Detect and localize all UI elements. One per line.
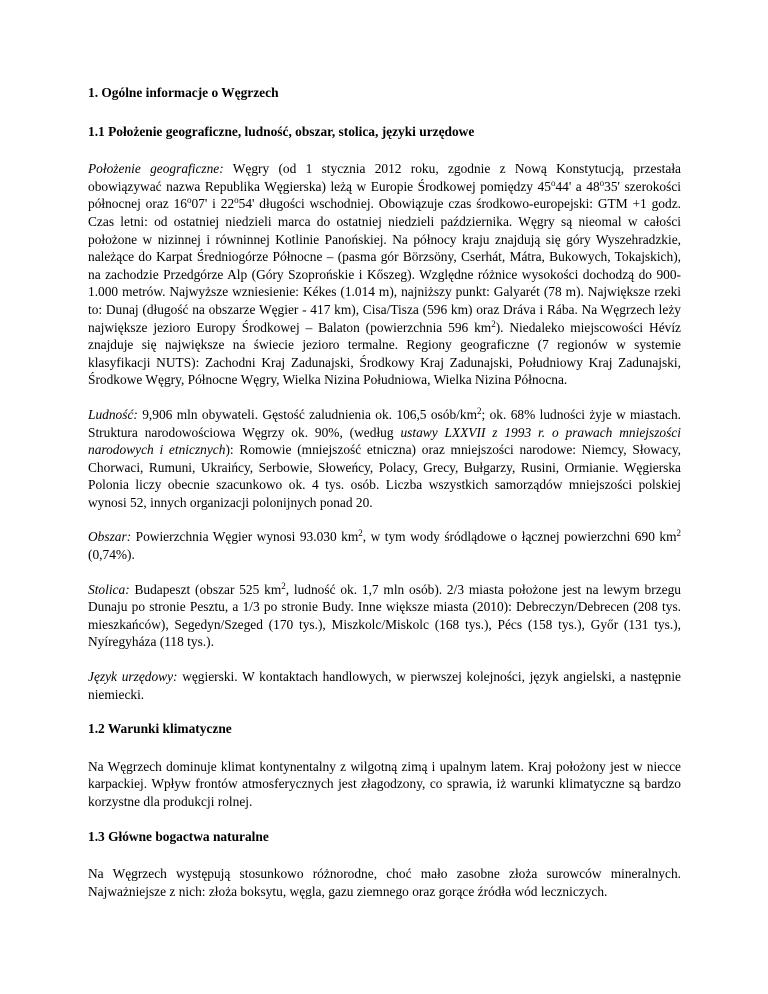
superscript: 2	[676, 528, 681, 539]
paragraph-bogactwa: Na Węgrzech występują stosunkowo różnorodne, choć mało zasobne złoża surowców mineralnych. Najważniejsze z nich: złoża boksytu, węgla, gazu ziemnego oraz gorące źródła wód leczniczych.	[88, 866, 681, 899]
label-polozenie: Położenie geograficzne:	[88, 161, 224, 177]
degree-mark: o	[234, 195, 239, 206]
paragraph-ludnosc	[88, 406, 681, 512]
text: 44' a 48	[555, 178, 600, 194]
superscript: 2	[477, 405, 482, 416]
degree-mark: o	[599, 177, 605, 188]
text: (0,74%).	[88, 547, 135, 563]
label-ludnosc: Ludność:	[88, 406, 138, 422]
text: węgierski. W kontaktach handlowych, w pierwszej kolejności, język angielski, a następnie niemiecki.	[88, 669, 681, 702]
document-page	[88, 72, 681, 917]
paragraph-obszar	[88, 528, 681, 563]
paragraph-stolica	[88, 581, 681, 651]
text: ). Niedaleko miejscowości Hévíz znajduje się największe na świecie jezioro termalne. Regiony geograficzne (7 regionów w systemie klasyfikacji NUTS): Zachodni Kraj Zadunajski, Środkowy Kraj Zadunajski, Południowy Kraj Zadunajski, Środkowe Węgry, Północne Węgry, Wielka Nizina Południowa, Wielka Nizina Północna.	[88, 319, 681, 388]
text: , ludność ok. 1,7 mln osób). 2/3 miasta położone jest na lewym brzegu Dunaju po stronie Pesztu, a 1/3 po stronie Budy. Inne większe miasta (2010): Debreczyn/Debrecen (208 tys. mieszkańców), Segedyn/Szeged (170 tys.), Miszkolc/Miskolc (168 tys.), Pécs (158 tys.), Győr (131 tys.), Nyíregyháza (118 tys.).	[88, 581, 681, 650]
degree-mark: o	[186, 195, 192, 206]
text: ; ok. 68% ludności żyje w miastach. Struktura narodowościowa Węgrzy ok. 90%, (według	[88, 406, 681, 440]
text: Węgry (od 1 stycznia 2012 roku, zgodnie z Nową Konstytucją, przestała obowiązywać nazwa Republika Węgierska) leżą w Europie Środkowej pomiędzy 45	[88, 161, 682, 194]
degree-mark: o	[550, 177, 556, 188]
superscript: 2	[491, 318, 496, 329]
label-jezyk: Język urzędowy:	[88, 669, 178, 685]
superscript: 2	[281, 580, 286, 591]
text: 9,906 mln obywateli. Gęstość zaludnienia ok. 106,5 osób/km	[137, 406, 477, 422]
document-title: 1. Ogólne informacje o Węgrzech	[88, 85, 279, 100]
text: Budapeszt (obszar 525 km	[129, 581, 282, 597]
text: 54' długości wschodniej. Obowiązuje czas środkowo-europejski: GTM +1 godz. Czas letni: od ostatniej niedzieli marca do ostatniej niedzieli października. Węgry są nieomal w całości położone w nizinnej i równinnej Kotlinie Panońskiej. Na północy kraju znajdują się góry Wyszehradzkie, należące do Karpat Średniogórze Północne – (pasma gór Börzsöny, Cserhát, Mátra, Bukowych, Tokajskich), na zachodzie Przedgórze Alp (Góry Szoprońskie i Kőszeg). Względne różnice wysokości dochodzą do 900-1.000 metrów. Najwyższe wzniesienie: Kékes (1.014 m), najniższy punkt: Galyarét (78 m). Największe rzeki to: Dunaj (długość na obszarze Węgier - 417 km), Cisa/Tisza (596 km) oraz Dráva i Rába. Na Węgrzech leży największe jezioro Europy Środkowej – Balaton (powierzchnia 596 km	[88, 196, 681, 335]
section-heading-1-3: 1.3 Główne bogactwa naturalne	[88, 828, 269, 844]
superscript: 2	[358, 528, 363, 539]
text: Powierzchnia Węgier wynosi 93.030 km	[131, 529, 359, 545]
text: ): Romowie (mniejszość etniczna) oraz mniejszości narodowe: Niemcy, Słowacy, Chorwaci, Rumuni, Ukraińcy, Serbowie, Słoweńcy, Polacy, Grecy, Bułgarzy, Rusini, Ormianie. Węgierska Polonia liczy obecnie szacunkowo ok. 4 tys. osób. Liczba wszystkich samorządów mniejszości polskiej wynosi 52, innych organizacji polonijnych ponad 20.	[88, 442, 681, 510]
paragraph-polozenie	[88, 160, 681, 389]
text: 07' i 22	[191, 196, 235, 212]
paragraph-jezyk	[88, 668, 681, 703]
section-heading-1-2: 1.2 Warunki klimatyczne	[88, 721, 232, 737]
text: 35' szerokości północnej oraz 16	[88, 178, 681, 212]
paragraph-klimat: Na Węgrzech dominuje klimat kontynentalny z wilgotną zimą i upalnym latem. Kraj położony jest w niecce karpackiej. Wpływ frontów atmosferycznych jest złagodzony, co sprawia, iż warunki klimatyczne są bardzo korzystne dla produkcji rolnej.	[88, 758, 681, 809]
section-heading-1-1: 1.1 Położenie geograficzne, ludność, obszar, stolica, języki urzędowe	[88, 123, 475, 139]
text: , w tym wody śródlądowe o łącznej powierzchni 690 km	[362, 529, 677, 545]
label-stolica: Stolica:	[88, 581, 130, 597]
statute-reference: ustawy LXXVII z 1993 r. o prawach mniejszości narodowych i etnicznych	[88, 424, 681, 458]
label-obszar: Obszar:	[88, 529, 132, 545]
